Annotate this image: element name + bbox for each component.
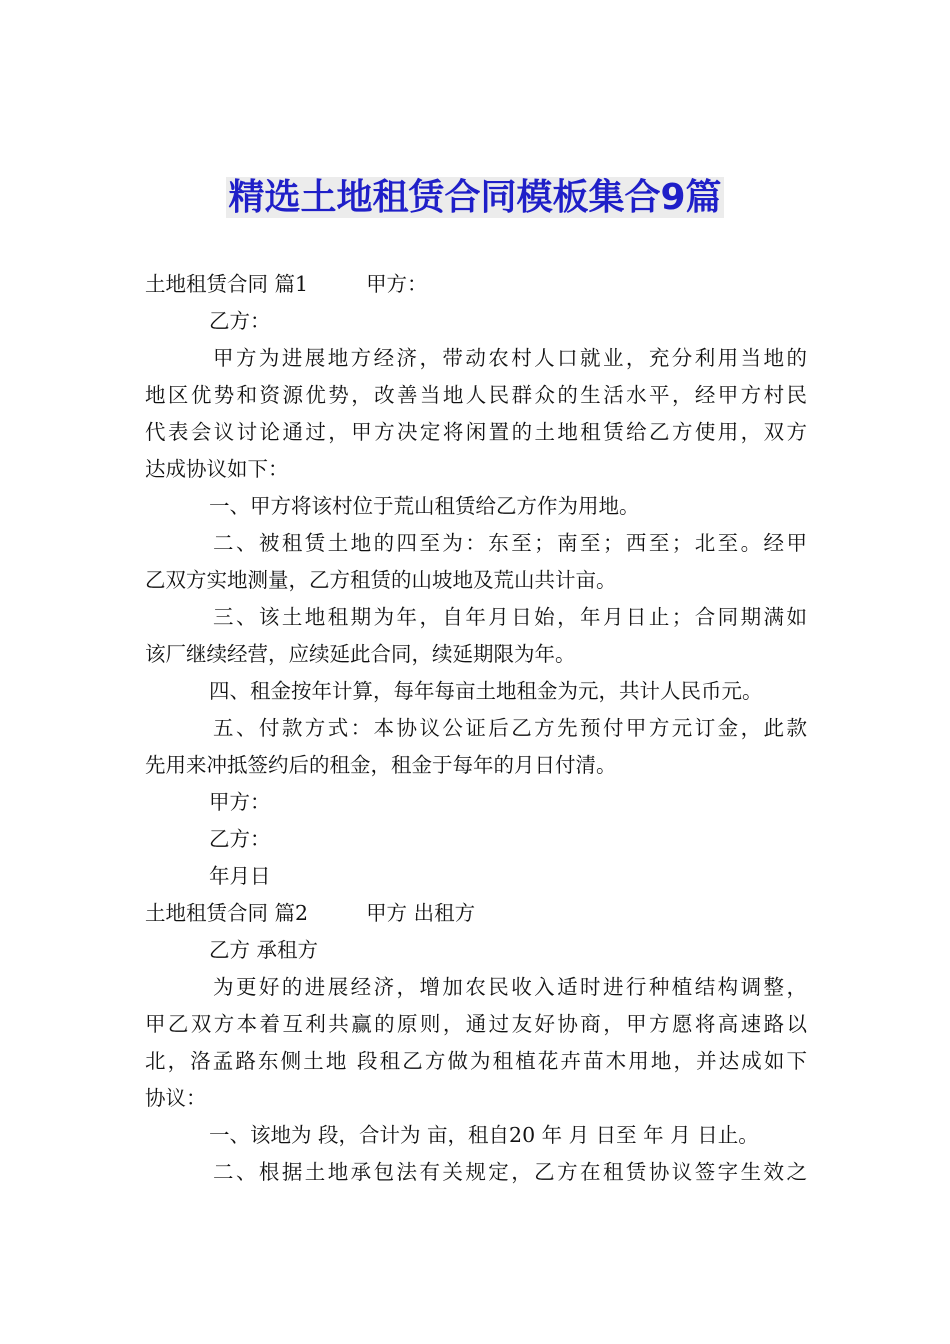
document-title-text: 精选土地租赁合同模板集合9篇 <box>228 177 722 218</box>
document-body <box>145 266 807 1191</box>
section1-heading-line <box>145 266 807 303</box>
section2-intro-line: 甲乙双方本着互利共赢的原则，通过友好协商，甲方愿将高速路以 <box>145 1012 807 1036</box>
section1-party-a: 甲方： <box>366 272 428 296</box>
section2-clause2-line: 二、根据土地承包法有关规定，乙方在租赁协议签字生效之 <box>213 1160 807 1184</box>
section1-clause2-line: 二、被租赁土地的四至为：东至；南至；西至；北至。经甲 <box>213 531 807 555</box>
section1-clause5-line: 五、付款方式：本协议公证后乙方先预付甲方元订金，此款 <box>213 716 807 740</box>
section2-heading: 土地租赁合同 篇2 <box>145 901 309 925</box>
section2-intro-line: 北，洛孟路东侧土地 段租乙方做为租植花卉苗木用地，并达成如下 <box>145 1049 807 1073</box>
section1-sign-a: 甲方： <box>209 790 271 814</box>
section2-party-b: 乙方 承租方 <box>209 938 319 962</box>
section1-party-b: 乙方： <box>209 309 271 333</box>
document-title <box>0 172 950 224</box>
section1-intro-line: 地区优势和资源优势，改善当地人民群众的生活水平，经甲方村民 <box>145 383 807 407</box>
section1-intro-line: 达成协议如下： <box>145 457 289 481</box>
section1-intro-line: 甲方为进展地方经济，带动农村人口就业，充分利用当地的 <box>213 346 807 370</box>
section2-party-a: 甲方 出租方 <box>366 901 476 925</box>
section1-heading: 土地租赁合同 篇1 <box>145 272 309 296</box>
section2-intro-line: 协议： <box>145 1086 207 1110</box>
section2-clause1: 一、该地为 段，合计为 亩，租自20 年 月 日至 年 月 日止。 <box>209 1123 759 1147</box>
section1-clause3-line: 该厂继续经营，应续延此合同，续延期限为年。 <box>145 642 576 666</box>
section1-sign-b: 乙方： <box>209 827 271 851</box>
section1-clause5-line: 先用来冲抵签约后的租金，租金于每年的月日付清。 <box>145 753 617 777</box>
section1-clause3-line: 三、该土地租期为年，自年月日始，年月日止；合同期满如 <box>213 605 807 629</box>
section2-heading-line <box>145 895 807 932</box>
section1-clause1: 一、甲方将该村位于荒山租赁给乙方作为用地。 <box>209 494 640 518</box>
section1-clause4: 四、租金按年计算，每年每亩土地租金为元，共计人民币元。 <box>209 679 763 703</box>
section1-clause2-line: 乙双方实地测量，乙方租赁的山坡地及荒山共计亩。 <box>145 568 617 592</box>
section2-intro-line: 为更好的进展经济，增加农民收入适时进行种植结构调整， <box>213 975 807 999</box>
section1-date: 年月日 <box>209 864 271 888</box>
section1-intro-line: 代表会议讨论通过，甲方决定将闲置的土地租赁给乙方使用，双方 <box>145 420 807 444</box>
